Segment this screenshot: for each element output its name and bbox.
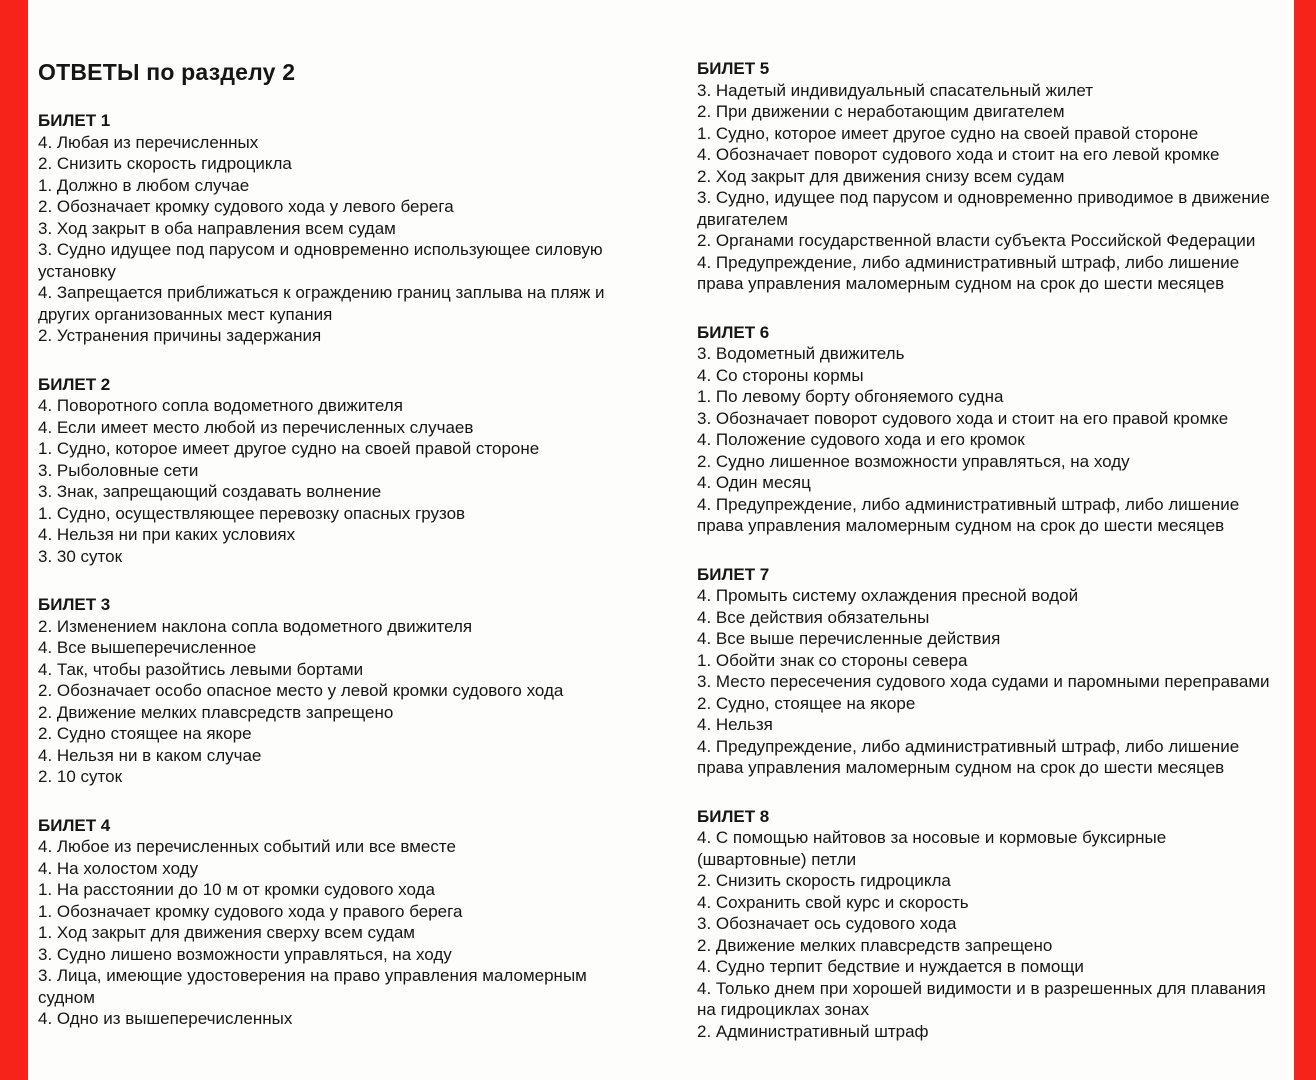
ticket-heading: БИЛЕТ 2 bbox=[38, 374, 111, 394]
answer-line: 4. Предупреждение, либо административный штраф, либо лишение права управления маломерным судном на срок до шести месяцев bbox=[697, 494, 1240, 535]
answer-line: 4. Все действия обязательны bbox=[697, 607, 930, 627]
answer-line: 2. Обозначает особо опасное место у левой кромки судового хода bbox=[38, 681, 564, 700]
answer-line: 2. Административный штраф bbox=[697, 1021, 929, 1041]
answer-line: 2. Снизить скорость гидроцикла bbox=[38, 154, 292, 173]
answer-line: 4. Сохранить свой курс и скорость bbox=[697, 892, 969, 912]
answer-line: 3. Судно, идущее под парусом и одновременно приводимое в движение двигателем bbox=[697, 188, 1270, 229]
answer-line: 4. Судно терпит бедствие и нуждается в помощи bbox=[697, 957, 1084, 976]
answer-line: 2. Органами государственной власти субъекта Российской Федерации bbox=[697, 231, 1256, 250]
answer-line: 2. Судно стоящее на якоре bbox=[38, 724, 252, 743]
answer-line: 1. Судно, которое имеет другое судно на своей правой стороне bbox=[38, 439, 540, 458]
red-edge-strip-right bbox=[1294, 0, 1316, 1080]
answer-line: 3. Лица, имеющие удостоверения на право управления маломерным судном bbox=[38, 966, 587, 1007]
answer-line: 4. Только днем при хорошей видимости и в разрешенных для плавания на гидроциклах зонах bbox=[697, 978, 1266, 1019]
answer-line: 3. Рыболовные сети bbox=[38, 460, 199, 480]
ticket-block bbox=[697, 564, 1272, 779]
answer-line: 4. С помощью найтовов за носовые и кормовые буксирные (швартовные) петли bbox=[697, 828, 1167, 869]
answer-line: 4. Промыть систему охлаждения пресной водой bbox=[697, 586, 1079, 605]
answer-line: 2. Судно лишенное возможности управляться, на ходу bbox=[697, 451, 1130, 471]
ticket-heading: БИЛЕТ 1 bbox=[38, 111, 111, 130]
answer-line: 1. Должно в любом случае bbox=[38, 175, 250, 195]
answer-line: 3. Ход закрыт в оба направления всем судам bbox=[38, 218, 396, 238]
answer-line: 3. Судно лишено возможности управляться, на ходу bbox=[38, 944, 452, 964]
answer-line: 2. Движение мелких плавсредств запрещено bbox=[38, 702, 394, 722]
answer-line: 1. На расстоянии до 10 м от кромки судового хода bbox=[38, 880, 435, 899]
answer-line: 2. При движении с неработающим двигателем bbox=[697, 102, 1065, 121]
ticket-block bbox=[38, 594, 646, 788]
answer-line: 2. Ход закрыт для движения снизу всем судам bbox=[697, 166, 1065, 186]
answer-line: 1. Судно, осуществляющее перевозку опасных грузов bbox=[38, 503, 466, 523]
answer-line: 3. Водометный движитель bbox=[697, 344, 905, 363]
answer-line: 3. Надетый индивидуальный спасательный жилет bbox=[697, 80, 1094, 100]
answer-line: 2. Движение мелких плавсредств запрещено bbox=[697, 935, 1053, 955]
ticket-heading: БИЛЕТ 5 bbox=[697, 59, 770, 78]
ticket-block bbox=[38, 374, 646, 568]
ticket-heading: БИЛЕТ 8 bbox=[697, 806, 770, 826]
answer-line: 3. Место пересечения судового хода судами и паромными переправами bbox=[697, 672, 1270, 691]
ticket-heading: БИЛЕТ 6 bbox=[697, 322, 770, 342]
answer-line: 1. Ход закрыт для движения сверху всем судам bbox=[38, 923, 415, 942]
answer-line: 4. Одно из вышеперечисленных bbox=[38, 1009, 293, 1028]
answer-line: 4. Один месяц bbox=[697, 473, 811, 492]
answer-line: 4. Нельзя ни при каких условиях bbox=[38, 525, 296, 544]
answer-line: 1. По левому борту обгоняемого судна bbox=[697, 387, 1004, 406]
answer-line: 1. Обозначает кромку судового хода у правого берега bbox=[38, 901, 463, 921]
answer-line: 4. Предупреждение, либо административный штраф, либо лишение права управления маломерным судном на срок до шести месяцев bbox=[697, 252, 1240, 293]
answer-line: 3. Знак, запрещающий создавать волнение bbox=[38, 482, 382, 501]
ticket-heading: БИЛЕТ 7 bbox=[697, 564, 770, 584]
answer-line: 4. Нельзя bbox=[697, 715, 773, 734]
answer-line: 4. Со стороны кормы bbox=[697, 365, 864, 385]
answer-line: 4. Все выше перечисленные действия bbox=[697, 629, 1001, 648]
ticket-heading: БИЛЕТ 4 bbox=[38, 815, 111, 835]
answer-line: 4. Любое из перечисленных событий или все вместе bbox=[38, 837, 456, 856]
answer-line: 2. Устранения причины задержания bbox=[38, 326, 322, 345]
answer-line: 3. Обозначает поворот судового хода и стоит на его правой кромке bbox=[697, 408, 1229, 428]
answer-line: 4. Любая из перечисленных bbox=[38, 132, 259, 152]
ticket-block bbox=[38, 110, 646, 347]
answer-line: 3. 30 суток bbox=[38, 546, 123, 566]
ticket-block bbox=[697, 58, 1272, 295]
answer-line: 3. Судно идущее под парусом и одновременно использующее силовую установку bbox=[38, 240, 603, 281]
red-edge-strip-left bbox=[0, 0, 28, 1080]
answer-line: 1. Обойти знак со стороны севера bbox=[697, 650, 968, 670]
answer-line: 4. Обозначает поворот судового хода и стоит на его левой кромке bbox=[697, 145, 1220, 164]
answer-line: 4. Все вышеперечисленное bbox=[38, 638, 257, 657]
answer-line: 4. Нельзя ни в каком случае bbox=[38, 745, 262, 765]
ticket-block bbox=[697, 322, 1272, 537]
answer-line: 2. Изменением наклона сопла водометного движителя bbox=[38, 616, 473, 636]
ticket-block bbox=[697, 806, 1272, 1043]
answer-line: 2. Обозначает кромку судового хода у левого берега bbox=[38, 197, 454, 216]
answer-line: 4. Предупреждение, либо административный штраф, либо лишение права управления маломерным судном на срок до шести месяцев bbox=[697, 736, 1240, 777]
page-title: ОТВЕТЫ по разделу 2 bbox=[38, 59, 296, 85]
answers-column-right bbox=[697, 58, 1272, 1042]
answers-column-left bbox=[38, 58, 646, 1030]
answer-line: 4. Положение судового хода и его кромок bbox=[697, 430, 1025, 449]
answer-line: 4. Поворотного сопла водометного движителя bbox=[38, 396, 403, 415]
answer-line: 3. Обозначает ось судового хода bbox=[697, 914, 957, 933]
answer-line: 4. Если имеет место любой из перечисленных случаев bbox=[38, 417, 474, 437]
answer-line: 2. Судно, стоящее на якоре bbox=[697, 693, 916, 713]
answer-line: 4. Так, чтобы разойтись левыми бортами bbox=[38, 659, 364, 679]
ticket-block bbox=[38, 815, 646, 1030]
answer-line: 2. Снизить скорость гидроцикла bbox=[697, 871, 951, 890]
answer-line: 4. На холостом ходу bbox=[38, 858, 199, 878]
answer-line: 1. Судно, которое имеет другое судно на своей правой стороне bbox=[697, 123, 1199, 143]
answer-line: 2. 10 суток bbox=[38, 767, 123, 786]
ticket-heading: БИЛЕТ 3 bbox=[38, 595, 111, 614]
answer-line: 4. Запрещается приближаться к ограждению границ заплыва на пляж и других организованных мест купания bbox=[38, 283, 605, 324]
